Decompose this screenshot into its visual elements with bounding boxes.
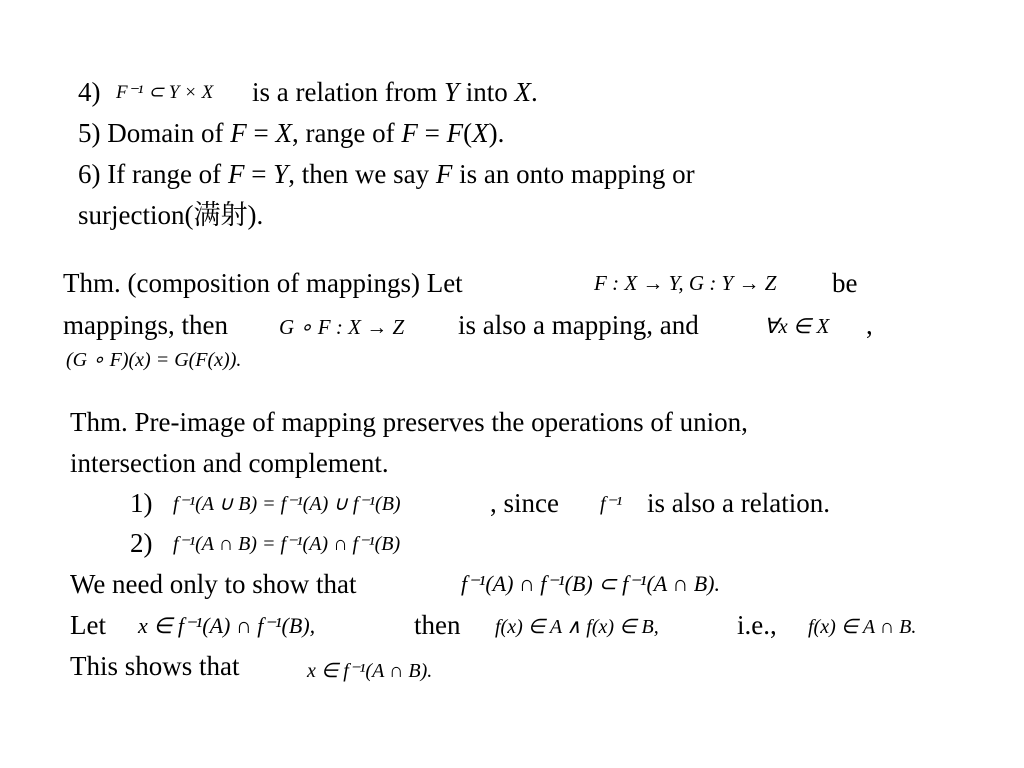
thm-composition-be: be <box>832 268 858 298</box>
need-to-show-formula: f⁻¹(A) ∩ f⁻¹(B) ⊂ f⁻¹(A ∩ B). <box>461 571 720 596</box>
need-to-show-text: We need only to show that <box>70 569 357 599</box>
conclusion-formula: x ∈ f⁻¹(A ∩ B). <box>307 660 433 682</box>
forall-formula: ∀x ∈ X <box>764 314 830 338</box>
since-text: , since <box>490 488 559 518</box>
item-4-prefix: 4) <box>78 77 101 107</box>
item-2-label: 2) <box>130 528 153 558</box>
let-formula: x ∈ f⁻¹(A) ∩ f⁻¹(B), <box>138 613 316 638</box>
composition-formula: F : X → Y, G : Y → Z <box>594 271 777 295</box>
thm-preimage-line-1: Thm. Pre-image of mapping preserves the operations of union, <box>70 407 748 437</box>
item-5-text: 5) Domain of F = X, range of F = F(X). <box>78 118 505 148</box>
thm-preimage-line-2: intersection and complement. <box>70 448 389 478</box>
thm-composition-line-2: mappings, then <box>63 310 228 340</box>
item-6-continuation: surjection(满射). <box>78 200 264 230</box>
intersection-preimage-formula: f⁻¹(A ∩ B) = f⁻¹(A) ∩ f⁻¹(B) <box>173 533 401 555</box>
composition-identity-formula: (G ∘ F)(x) = G(F(x)). <box>66 349 242 371</box>
ie-formula: f(x) ∈ A ∩ B. <box>808 616 917 638</box>
thm-composition-line-1: Thm. (composition of mappings) Let <box>63 268 463 298</box>
thm-composition-comma: , <box>866 310 873 340</box>
ie-text: i.e., <box>737 610 777 640</box>
inverse-f-formula: f⁻¹ <box>600 493 623 515</box>
relation-text: is also a relation. <box>647 488 830 518</box>
item-1-label: 1) <box>130 488 153 518</box>
composite-mapping-formula: G ∘ F : X → Z <box>279 315 405 339</box>
let-text: Let <box>70 610 106 640</box>
union-preimage-formula: f⁻¹(A ∪ B) = f⁻¹(A) ∪ f⁻¹(B) <box>173 493 401 515</box>
item-6-text: 6) If range of F = Y, then we say F is an onto mapping or <box>78 159 695 189</box>
then-formula: f(x) ∈ A ∧ f(x) ∈ B, <box>495 616 659 638</box>
this-shows-text: This shows that <box>70 651 240 681</box>
item-4-text: is a relation from Y into X. <box>252 77 538 107</box>
then-text: then <box>414 610 461 640</box>
thm-composition-line-2b: is also a mapping, and <box>458 310 699 340</box>
item-4-formula: F⁻¹ ⊂ Y × X <box>116 82 214 103</box>
